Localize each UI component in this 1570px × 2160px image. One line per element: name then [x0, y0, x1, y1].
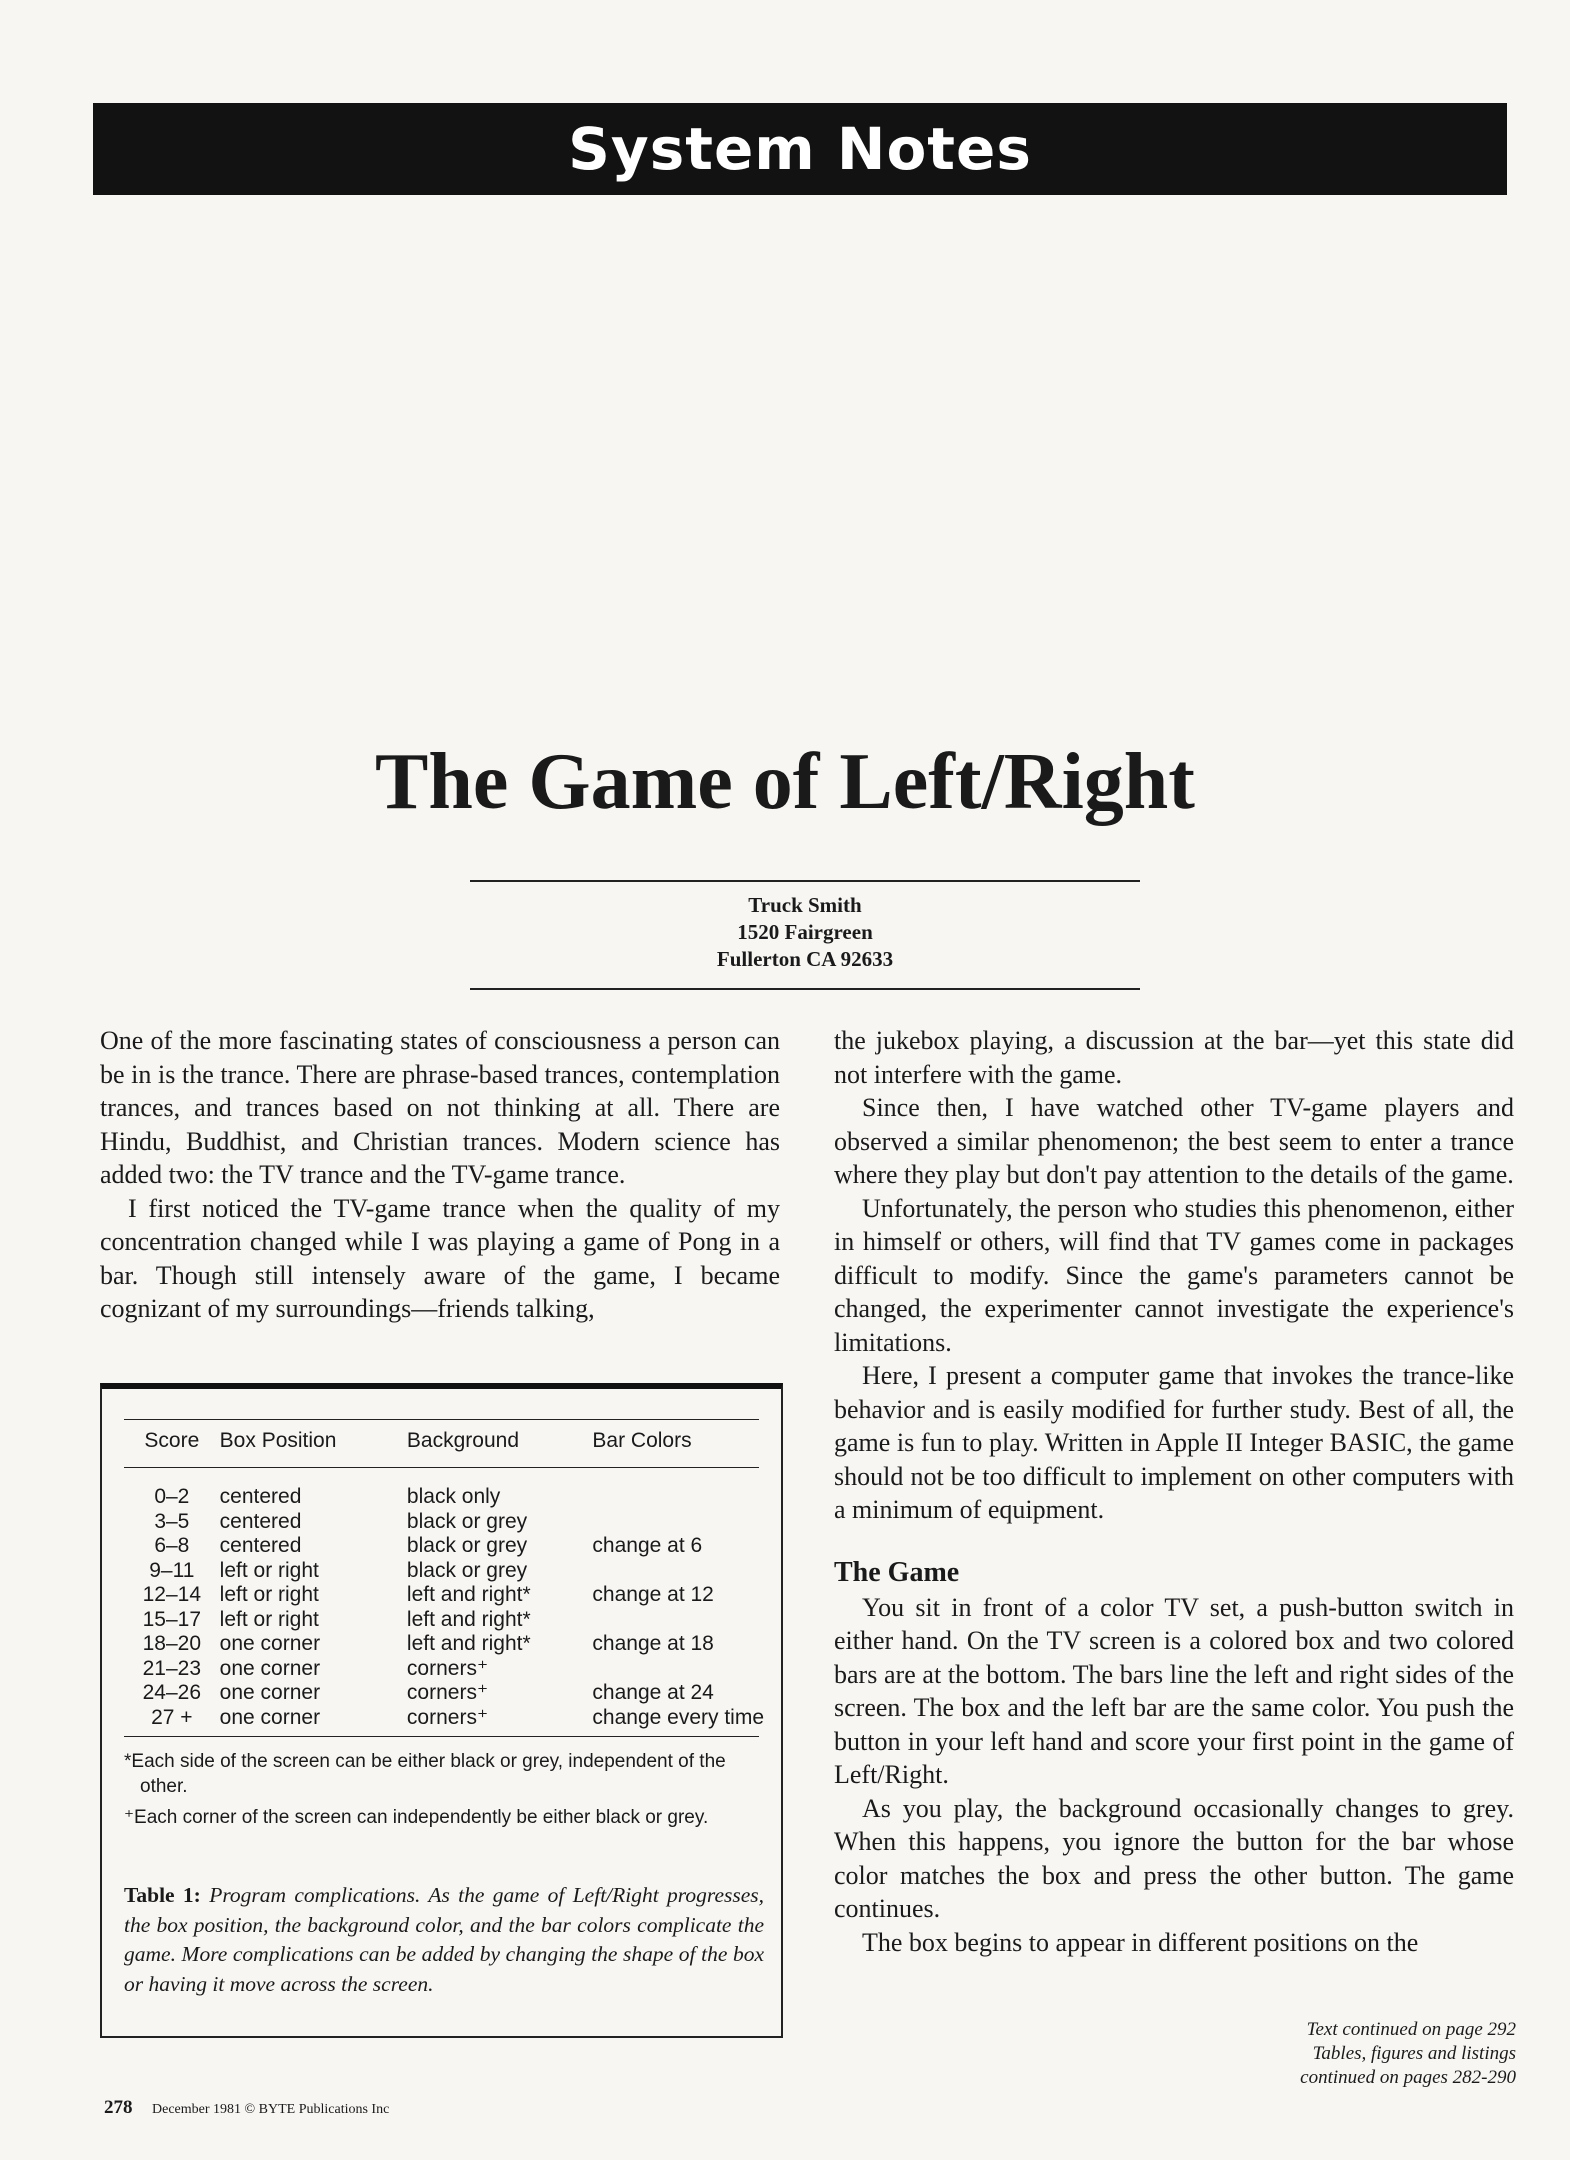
- cell-box-position: left or right: [219, 1583, 319, 1606]
- cell-bar-colors: change at 18: [592, 1632, 714, 1655]
- cell-box-position: centered: [219, 1485, 302, 1508]
- cell-box-position: one corner: [219, 1632, 321, 1655]
- cell-bar-colors: [592, 1510, 764, 1535]
- article-title: The Game of Left/Right: [375, 738, 1195, 826]
- cell-box-position: one corner: [219, 1656, 321, 1680]
- cell-score: 18–20: [142, 1632, 202, 1655]
- cell-background: left and right*: [406, 1607, 531, 1631]
- cell-bar-colors: change at 24: [592, 1681, 714, 1704]
- section-title: System Notes: [568, 115, 1032, 183]
- paragraph: the jukebox playing, a discussion at the bar—yet this state did not interfere with the game.: [834, 1026, 1514, 1089]
- table-caption: [124, 1881, 764, 1999]
- cell-bar-colors: [592, 1467, 764, 1510]
- cell-score: 15–17: [142, 1607, 202, 1631]
- cell-score: 3–5: [154, 1509, 190, 1533]
- cell-background: left and right*: [406, 1583, 531, 1606]
- paragraph: Here, I present a computer game that invokes the trance-like behavior and is easily modified for further study. Best of all, the game is fun to play. Written in Apple II Integer BASIC, the game should not be too difficult to implement on other computers with a minimum of equipment.: [834, 1361, 1514, 1524]
- page-number: 278: [104, 2097, 133, 2118]
- table-row: [124, 1706, 764, 1731]
- cell-score: 6–8: [154, 1534, 190, 1557]
- cell-box-position: left or right: [219, 1607, 319, 1631]
- cell-bar-colors: change every time: [592, 1705, 764, 1729]
- cell-box-position: centered: [219, 1509, 302, 1533]
- col-header-score: Score: [144, 1429, 200, 1452]
- section-banner: [93, 103, 1507, 195]
- cell-box-position: one corner: [219, 1681, 321, 1704]
- cell-bar-colors: change at 12: [592, 1583, 714, 1606]
- continued-notice: [1096, 2018, 1516, 2090]
- continued-text-page: Text continued on page 292: [1306, 2019, 1516, 2040]
- cell-background: corners⁺: [406, 1705, 489, 1729]
- cell-box-position: one corner: [219, 1705, 321, 1729]
- footnote-corners: ⁺Each corner of the screen can independently be either black or grey.: [124, 1807, 709, 1828]
- paragraph: The box begins to appear in different positions on the: [862, 1927, 1419, 1957]
- continued-tables-line: Tables, figures and listings: [1312, 2043, 1516, 2064]
- cell-score: 21–23: [142, 1656, 202, 1680]
- complications-table: [124, 1427, 764, 1730]
- paragraph: Unfortunately, the person who studies this phenomenon, either in himself or others, will find that TV games come in packages difficult to modify. Since the game's parameters cannot be changed, the experimenter cannot investigate the experience's limitations.: [834, 1193, 1514, 1357]
- table-row: [124, 1559, 764, 1584]
- paragraph: I first noticed the TV-game trance when the quality of my concentration changed while I was playing a game of Pong in a bar. Though still intensely aware of the game, I became cognizant of my surroundings—friends talking,: [100, 1193, 780, 1323]
- paragraph: Since then, I have watched other TV-game players and observed a similar phenomenon; the best seem to enter a trance where they play but don't pay attention to the details of the game.: [834, 1093, 1514, 1189]
- cell-bar-colors: [592, 1657, 764, 1682]
- cell-background: corners⁺: [406, 1681, 489, 1704]
- table-rule-top: [124, 1419, 759, 1420]
- cell-score: 0–2: [154, 1485, 190, 1508]
- table-1: [100, 1383, 783, 2038]
- cell-bar-colors: change at 6: [592, 1534, 703, 1557]
- cell-background: black or grey: [406, 1558, 528, 1582]
- section-heading-the-game: The Game: [834, 1556, 960, 1588]
- table-row: [124, 1583, 764, 1608]
- col-header-bar-colors: Bar Colors: [592, 1429, 692, 1452]
- caption-label: Table 1:: [124, 1883, 201, 1907]
- cell-box-position: left or right: [219, 1558, 319, 1582]
- cell-score: 24–26: [142, 1681, 202, 1704]
- table-rule-header: [124, 1467, 759, 1468]
- author-block: [470, 892, 1140, 973]
- table-notes: [124, 1749, 764, 1836]
- cell-box-position: centered: [219, 1534, 302, 1557]
- cell-bar-colors: [592, 1559, 764, 1584]
- cell-background: left and right*: [406, 1632, 531, 1655]
- page-footer: [104, 2097, 389, 2119]
- col-header-background: Background: [406, 1429, 519, 1452]
- table-row: [124, 1681, 764, 1706]
- table-row: [124, 1657, 764, 1682]
- author-rule-bottom: [470, 988, 1140, 990]
- paragraph: You sit in front of a color TV set, a push-button switch in either hand. On the TV screen is a colored box and two colored bars are at the bottom. The bars line the left and right sides of the screen. The box and the left bar are the same color. You push the button in your left hand and score your first point in the game of Left/Right.: [834, 1592, 1514, 1789]
- author-address-street: 1520 Fairgreen: [737, 920, 873, 944]
- table-header-row: [124, 1427, 764, 1467]
- footnote-sides: *Each side of the screen can be either black or grey, independent of the other.: [124, 1751, 726, 1797]
- table-rule-bottom: [124, 1736, 759, 1737]
- cell-background: black only: [406, 1485, 501, 1508]
- cell-background: black or grey: [406, 1534, 528, 1557]
- cell-score: 12–14: [142, 1583, 202, 1606]
- author-name: Truck Smith: [748, 893, 862, 917]
- table-row: [124, 1608, 764, 1633]
- cell-background: black or grey: [406, 1509, 528, 1533]
- cell-bar-colors: [592, 1608, 764, 1633]
- paragraph: As you play, the background occasionally changes to grey. When this happens, you ignore the button for the bar whose color matches the box and press the other button. The game continues.: [834, 1793, 1514, 1923]
- cell-background: corners⁺: [406, 1656, 489, 1680]
- cell-score: 27 +: [151, 1705, 193, 1729]
- table-row: [124, 1632, 764, 1657]
- table-row: [124, 1534, 764, 1559]
- caption-text: Program complications. As the game of Left/Right progresses, the box position, the background color, and the bar colors complicate the game. More complications can be added by changing the shape of the box or having it move across the screen.: [124, 1883, 765, 1996]
- author-rule-top: [470, 880, 1140, 882]
- paragraph: One of the more fascinating states of consciousness a person can be in is the trance. There are phrase-based trances, contemplation trances, and trances based on not thinking at all. There are Hindu, Buddhist, and Christian trances. Modern science has added two: the TV trance and the TV-game trance.: [100, 1026, 780, 1189]
- publication-line: December 1981 © BYTE Publications Inc: [152, 2102, 390, 2117]
- continued-pages: continued on pages 282-290: [1300, 2067, 1516, 2088]
- table-row: [124, 1467, 764, 1510]
- cell-score: 9–11: [149, 1558, 195, 1582]
- left-column: [100, 1024, 780, 1326]
- author-address-city: Fullerton CA 92633: [716, 947, 894, 971]
- right-column: [834, 1024, 1514, 1959]
- table-row: [124, 1510, 764, 1535]
- col-header-box-position: Box Position: [219, 1429, 337, 1452]
